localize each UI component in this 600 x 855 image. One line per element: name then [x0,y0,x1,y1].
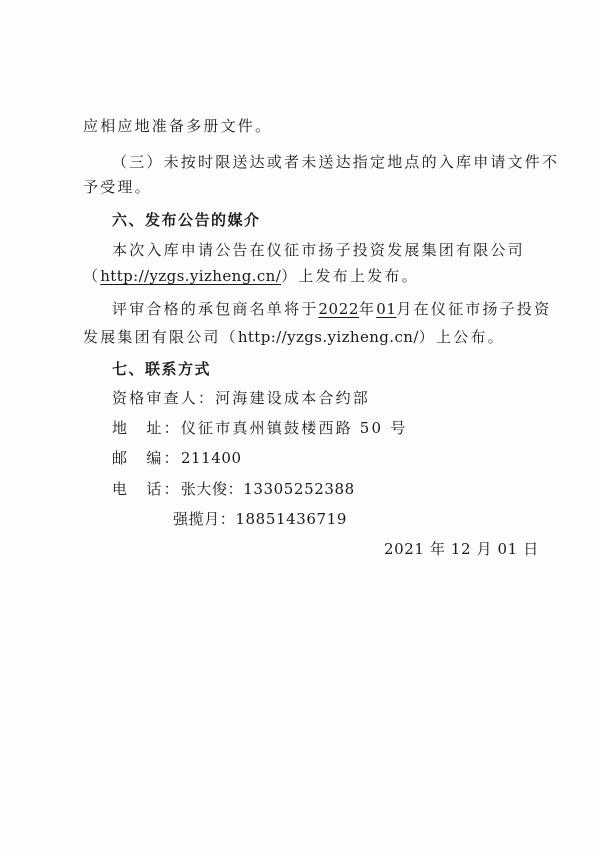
contact-phone-1 [112,482,355,497]
section-heading-7 [112,362,211,377]
text-line: 资格审查人：河海建设成本合约部 [112,389,371,407]
text-fragment: 评审合格的承包商名单将于 [112,300,319,318]
text-fragment: 发展集团有限公司（ [83,328,238,346]
text-fragment: 月在仪征市扬子投资 [396,300,552,318]
paragraph-3-line-1 [112,155,559,170]
date-value: 2021 年 12 月 01 日 [384,540,539,558]
text-fragment: ）上公布。 [418,328,505,346]
heading-text: 七、联系方式 [112,360,212,378]
contact-reviewer [112,391,370,406]
postcode-value: 211400 [180,449,242,467]
field-label: 邮 编： [112,449,181,467]
text-line: 本次入库申请公告在仪征市扬子投资发展集团有限公司 [112,241,525,259]
text-fragment: ）上发布上发布。 [281,267,419,285]
address-value: 仪征市真州镇鼓楼西路 50 号 [180,419,408,437]
text-line: （三）未按时限送达或者未送达指定地点的入库申请文件不 [112,153,560,171]
heading-text: 六、发布公告的媒介 [112,211,261,229]
field-label: 电 话： [112,480,181,498]
paragraph-continuation [83,119,272,134]
paragraph-media-line-2 [83,269,419,284]
paragraph-results-line-2 [83,330,505,345]
paragraph-media-line-1 [112,243,525,258]
phone-value: 强揽月：18851436719 [173,510,347,528]
section-heading-6 [112,213,261,228]
website-link[interactable]: http://yzgs.yizheng.cn/ [237,328,419,346]
paragraph-3-line-2 [83,180,152,195]
text-fragment: 年 [358,300,377,318]
paragraph-results-line-1 [112,302,551,317]
year-value: 2022 [318,300,359,318]
text-line: 应相应地准备多册文件。 [83,117,273,135]
phone-value: 张大俊：13305252388 [180,480,355,498]
contact-postcode [112,451,242,466]
website-link[interactable]: http://yzgs.yizheng.cn/ [100,267,282,285]
month-value: 01 [376,300,397,318]
contact-address [112,421,407,436]
document-date [384,542,539,557]
text-line: 予受理。 [83,178,152,196]
text-fragment: （ [83,267,101,285]
contact-phone-2 [173,512,347,527]
field-label: 地 址： [112,419,181,437]
